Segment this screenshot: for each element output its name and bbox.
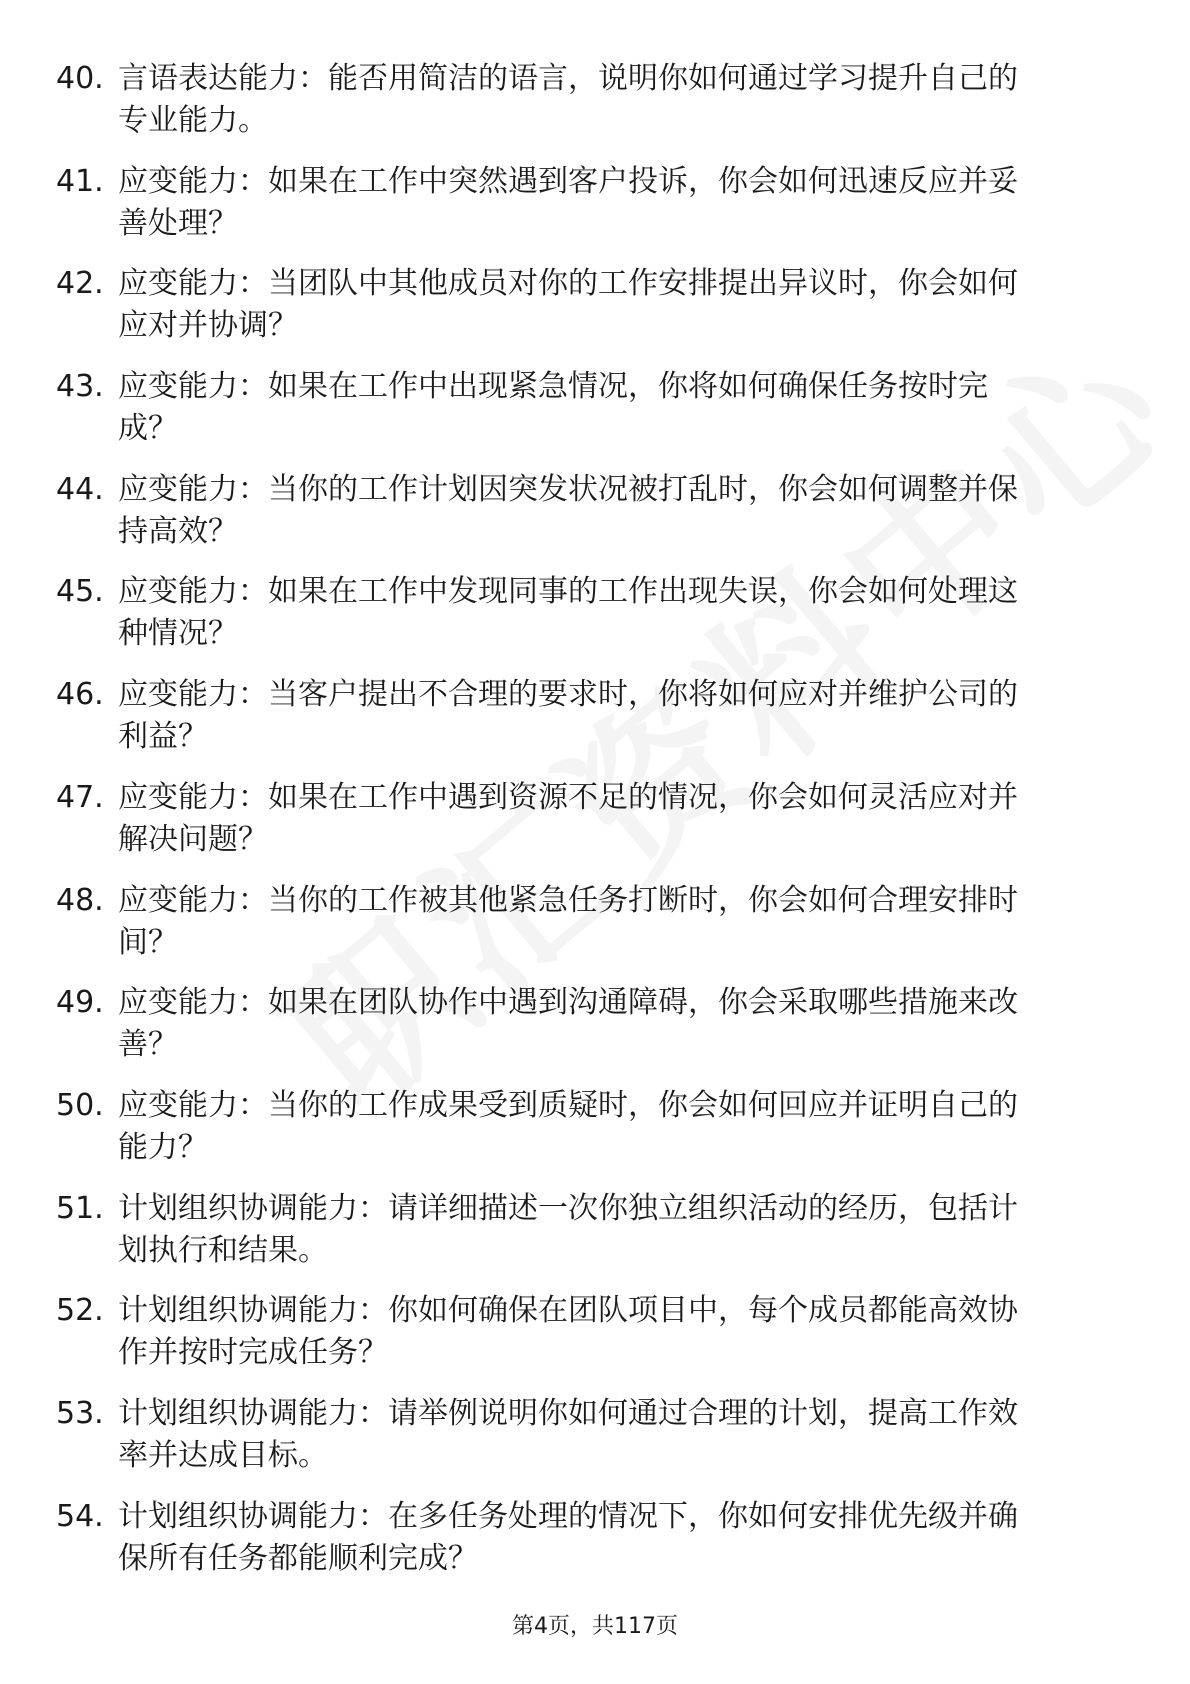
list-item — [0, 1488, 1190, 1591]
question-text: 应变能力：当你的工作成果受到质疑时，你会如何回应并证明自己的能力？ — [118, 1087, 1018, 1165]
question-text: 应变能力：如果在团队协作中遇到沟通障碍，你会采取哪些措施来改善？ — [118, 985, 1018, 1063]
list-item — [0, 974, 1190, 1077]
question-number: 54. — [56, 1498, 104, 1534]
question-number: 51. — [56, 1190, 104, 1226]
list-item — [0, 255, 1190, 358]
question-text: 应变能力：如果在工作中出现紧急情况，你将如何确保任务按时完成？ — [118, 369, 988, 447]
question-text: 计划组织协调能力：请详细描述一次你独立组织活动的经历，包括计划执行和结果。 — [118, 1190, 1018, 1268]
question-text: 应变能力：如果在工作中突然遇到客户投诉，你会如何迅速反应并妥善处理？ — [118, 163, 1018, 241]
list-item — [0, 872, 1190, 975]
question-text: 计划组织协调能力：在多任务处理的情况下，你如何安排优先级并确保所有任务都能顺利完成？ — [118, 1498, 1018, 1576]
question-text: 应变能力：当团队中其他成员对你的工作安排提出异议时，你会如何应对并协调？ — [118, 266, 1018, 344]
list-item — [0, 1282, 1190, 1385]
question-number: 45. — [56, 574, 104, 610]
question-text: 应变能力：当你的工作计划因突发状况被打乱时，你会如何调整并保持高效？ — [118, 471, 1018, 549]
question-number: 43. — [56, 369, 104, 405]
question-number: 48. — [56, 882, 104, 918]
question-list — [0, 50, 1190, 1590]
question-number: 53. — [56, 1395, 104, 1431]
question-number: 46. — [56, 677, 104, 713]
list-item — [0, 153, 1190, 256]
list-item — [0, 50, 1190, 153]
list-item — [0, 666, 1190, 769]
question-number: 47. — [56, 779, 104, 815]
list-item — [0, 1385, 1190, 1488]
question-text: 应变能力：当客户提出不合理的要求时，你将如何应对并维护公司的利益？ — [118, 677, 1018, 755]
list-item — [0, 461, 1190, 564]
list-item — [0, 1180, 1190, 1283]
question-number: 41. — [56, 163, 104, 199]
page-number-footer: 第4页，共117页 — [512, 1614, 678, 1639]
question-text: 言语表达能力：能否用简洁的语言，说明你如何通过学习提升自己的专业能力。 — [118, 61, 1018, 138]
question-number: 42. — [56, 266, 104, 302]
list-item — [0, 769, 1190, 872]
question-number: 49. — [56, 985, 104, 1021]
list-item — [0, 563, 1190, 666]
question-number: 44. — [56, 471, 104, 507]
question-text: 应变能力：如果在工作中遇到资源不足的情况，你会如何灵活应对并解决问题？ — [118, 779, 1018, 857]
list-item — [0, 1077, 1190, 1180]
question-text: 应变能力：如果在工作中发现同事的工作出现失误，你会如何处理这种情况？ — [118, 574, 1018, 652]
question-text: 应变能力：当你的工作被其他紧急任务打断时，你会如何合理安排时间？ — [118, 882, 1018, 960]
question-number: 40. — [56, 61, 104, 96]
question-text: 计划组织协调能力：请举例说明你如何通过合理的计划，提高工作效率并达成目标。 — [118, 1395, 1018, 1473]
question-number: 50. — [56, 1087, 104, 1123]
question-text: 计划组织协调能力：你如何确保在团队项目中，每个成员都能高效协作并按时完成任务？ — [118, 1293, 1018, 1371]
question-number: 52. — [56, 1293, 104, 1329]
list-item — [0, 358, 1190, 461]
